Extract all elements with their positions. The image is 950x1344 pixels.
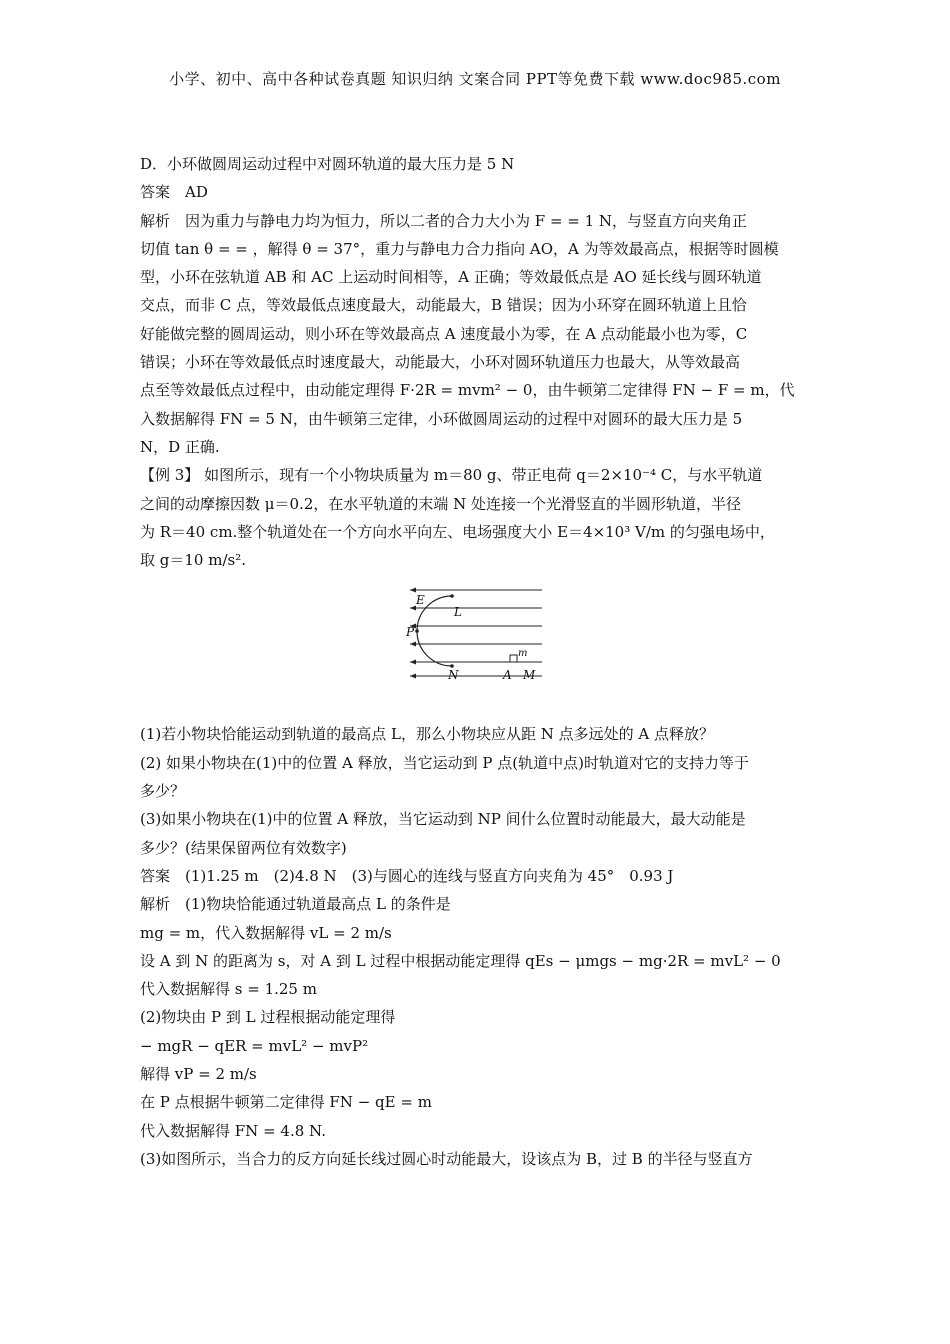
analysis-line: 交点，而非 C 点，等效最低点速度最大，动能最大，B 错误；因为小环穿在圆环轨道上且恰 <box>140 296 747 315</box>
text-block-top <box>140 150 812 574</box>
text-block-bottom <box>140 720 812 1173</box>
solution-line: 解得 vP = 2 m/s <box>140 1065 257 1084</box>
question-2: (2) 如果小物块在(1)中的位置 A 释放，当它运动到 P 点(轨道中点)时轨道对它的支持力等于 <box>140 753 749 772</box>
label-e: E <box>416 593 425 608</box>
answer-line: 答案 AD <box>140 183 208 202</box>
label-m-end: M <box>523 668 536 681</box>
field-track-diagram <box>406 584 546 680</box>
label-p: P <box>406 625 415 640</box>
page-header: 小学、初中、高中各种试卷真题 知识归纳 文案合同 PPT等免费下载 www.doc985.com <box>169 70 781 88</box>
example-3-title: 【例 3】 如图所示，现有一个小物块质量为 m＝80 g、带正电荷 q＝2×10⁻⁴ C，与水平轨道 <box>140 466 763 485</box>
arrowhead <box>410 674 416 679</box>
arrowhead <box>410 588 416 593</box>
label-a: A <box>503 668 512 681</box>
analysis-line: 点至等效最低点过程中，由动能定理得 F·2R = mvm² − 0，由牛顿第二定律得 FN − F = m，代 <box>140 381 795 400</box>
analysis-line: 切值 tan θ = = ，解得 θ = 37°，重力与静电力合力指向 AO，A 为等效最高点，根据等时圆模 <box>140 239 779 258</box>
question-2-cont: 多少？ <box>140 782 186 801</box>
arrowhead <box>410 660 416 665</box>
question-3: (3)如果小物块在(1)中的位置 A 释放，当它运动到 NP 间什么位置时动能最大，最大动能是 <box>140 810 746 829</box>
track-figure <box>140 584 812 712</box>
analysis-line: 错误；小环在等效最低点时速度最大，动能最大，小环对圆环轨道压力也最大，从等效最高 <box>140 353 741 372</box>
question-1: (1)若小物块恰能运动到轨道的最高点 L，那么小物块应从距 N 点多远处的 A 点释放？ <box>140 725 715 744</box>
label-n: N <box>448 668 459 681</box>
solution-line: 解析 (1)物块恰能通过轨道最高点 L 的条件是 <box>140 895 451 914</box>
analysis-line: 入数据解得 FN = 5 N，由牛顿第三定律，小环做圆周运动的过程中对圆环的最大压力是 5 <box>140 409 743 428</box>
arrowhead <box>410 642 416 647</box>
problem-line: 取 g＝10 m/s². <box>140 551 246 570</box>
block-m <box>510 655 517 662</box>
label-m-small: m <box>518 648 528 660</box>
point-l-dot <box>450 595 454 599</box>
solution-line: mg = m，代入数据解得 vL = 2 m/s <box>140 923 392 942</box>
analysis-line: N，D 正确. <box>140 437 220 456</box>
solution-line: 在 P 点根据牛顿第二定律得 FN − qE = m <box>140 1093 432 1112</box>
document-body <box>140 150 812 1173</box>
solution-line: 代入数据解得 FN = 4.8 N. <box>140 1121 326 1140</box>
option-d-line: D．小环做圆周运动过程中对圆环轨道的最大压力是 5 N <box>140 155 515 173</box>
analysis-line: 解析 因为重力与静电力均为恒力，所以二者的合力大小为 F = = 1 N，与竖直方向夹角正 <box>140 211 748 230</box>
solution-line: 设 A 到 N 的距离为 s，对 A 到 L 过程中根据动能定理得 qEs − μmgs − mg·2R = mvL² − 0 <box>140 951 781 970</box>
question-3-cont: 多少？(结果保留两位有效数字) <box>140 838 347 857</box>
analysis-line: 型，小环在弦轨道 AB 和 AC 上运动时间相等，A 正确；等效最低点是 AO 延长线与圆环轨道 <box>140 268 762 287</box>
solution-line: (3)如图所示，当合力的反方向延长线过圆心时动能最大，设该点为 B，过 B 的半径与竖直方 <box>140 1149 753 1168</box>
solution-line: (2)物块由 P 到 L 过程根据动能定理得 <box>140 1008 396 1027</box>
point-p-dot <box>415 630 419 634</box>
analysis-line: 好能做完整的圆周运动，则小环在等效最高点 A 速度最小为零，在 A 点动能最小也为零，C <box>140 324 748 343</box>
solution-line: − mgR − qER = mvL² − mvP² <box>140 1036 369 1055</box>
problem-line: 之间的动摩擦因数 μ＝0.2，在水平轨道的末端 N 处连接一个光滑竖直的半圆形轨道，半径 <box>140 494 742 513</box>
solution-line: 代入数据解得 s = 1.25 m <box>140 980 317 999</box>
label-l: L <box>454 605 462 620</box>
problem-line: 为 R＝40 cm.整个轨道处在一个方向水平向左、电场强度大小 E＝4×10³ V/m 的匀强电场中， <box>140 522 775 541</box>
answer-line: 答案 (1)1.25 m (2)4.8 N (3)与圆心的连线与竖直方向夹角为 45° 0.93 J <box>140 866 674 885</box>
